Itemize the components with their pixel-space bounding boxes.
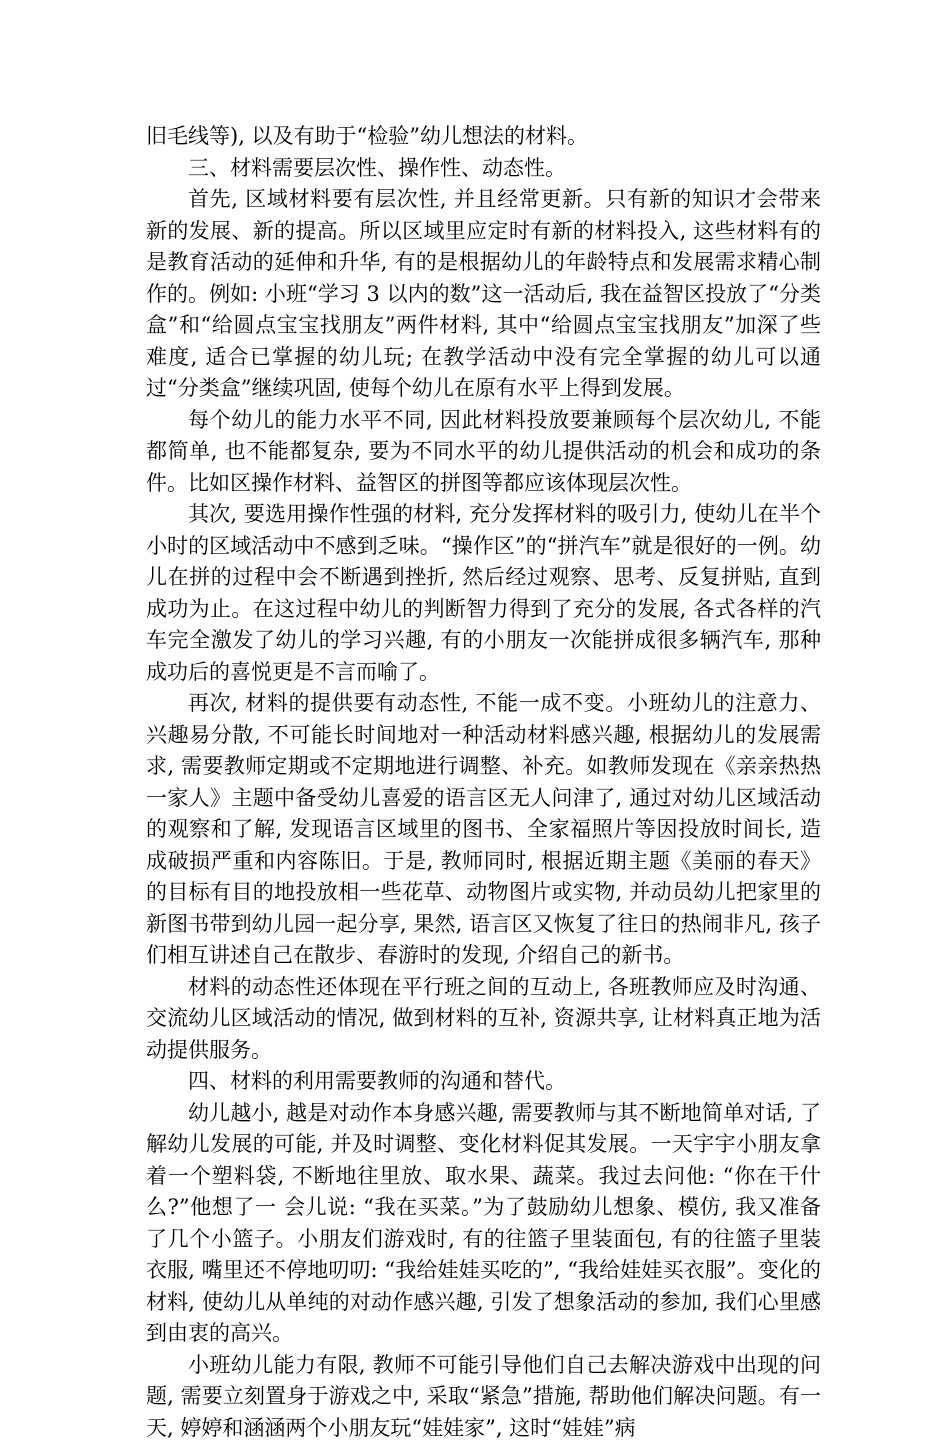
document-body [146, 121, 821, 1444]
paragraph-layered-materials: 首先, 区域材料要有层次性, 并且经常更新。只有新的知识才会带来新的发展、新的提高。所以区域里应定时有新的材料投入, 这些材料有的是教育活动的延伸和升华, 有的是根据幼儿的年龄特点和发展需求精心制作的。例如: 小班“学习 3 以内的数”这一活动后, 我在益智区投放了“分类盒”和“给圆点宝宝找朋友”两件材料, 其中“给圆点宝宝找朋友”加深了些难度, 适合已掌握的幼儿玩; 在教学活动中没有完全掌握的幼儿可以通过“分类盒”继续巩固, 使每个幼儿在原有水平上得到发展。 [146, 184, 821, 405]
section-heading-three: 三、材料需要层次性、操作性、动态性。 [146, 153, 821, 185]
section-heading-four: 四、材料的利用需要教师的沟通和替代。 [146, 1066, 821, 1098]
paragraph-dynamic-materials: 再次, 材料的提供要有动态性, 不能一成不变。小班幼儿的注意力、兴趣易分散, 不可能长时间地对一种活动材料感兴趣, 根据幼儿的发展需求, 需要教师定期或不定期地进行调整、补充。如教师发现在《亲亲热热一家人》主题中备受幼儿喜爱的语言区无人问津了, 通过对幼儿区域活动的观察和了解, 发现语言区域里的图书、全家福照片等因投放时间长, 造成破损严重和内容陈旧。于是, 教师同时, 根据近期主题《美丽的春天》的目标有目的地投放相一些花草、动物图片或实物, 并动员幼儿把家里的新图书带到幼儿园一起分享, 果然, 语言区又恢复了往日的热闹非凡, 孩子们相互讲述自己在散步、春游时的发现, 介绍自己的新书。 [146, 688, 821, 972]
paragraph-teacher-dialogue: 幼儿越小, 越是对动作本身感兴趣, 需要教师与其不断地简单对话, 了解幼儿发展的可能, 并及时调整、变化材料促其发展。一天宇宇小朋友拿着一个塑料袋, 不断地往里放、取水果、蔬菜。我过去问他: “你在干什么?”他想了一 会儿说: “我在买菜。”为了鼓励幼儿想象、模仿, 我又准备了几个小篮子。小朋友们游戏时, 有的往篮子里装面包, 有的往篮子里装衣服, 嘴里还不停地叨叨: “我给娃娃买吃的”, “我给娃娃买衣服”。变化的材料, 使幼儿从单纯的对动作感兴趣, 引发了想象活动的参加, 我们心里感到由衷的高兴。 [146, 1098, 821, 1350]
paragraph-continuation: 旧毛线等), 以及有助于“检验”幼儿想法的材料。 [146, 121, 821, 153]
paragraph-operability: 其次, 要选用操作性强的材料, 充分发挥材料的吸引力, 使幼儿在半个小时的区域活动中不感到乏味。“操作区”的“拼汽车”就是很好的一例。幼儿在拼的过程中会不断遇到挫折, 然后经过观察、思考、反复拼贴, 直到成功为止。在这过程中幼儿的判断智力得到了充分的发展, 各式各样的汽车完全激发了幼儿的学习兴趣, 有的小朋友一次能拼成很多辆汽车, 那种成功后的喜悦更是不言而喻了。 [146, 499, 821, 688]
paragraph-parallel-classes: 材料的动态性还体现在平行班之间的互动上, 各班教师应及时沟通、交流幼儿区域活动的情况, 做到材料的互补, 资源共享, 让材料真正地为活动提供服务。 [146, 972, 821, 1067]
paragraph-teacher-intervention: 小班幼儿能力有限, 教师不可能引导他们自己去解决游戏中出现的问题, 需要立刻置身于游戏之中, 采取“紧急”措施, 帮助他们解决问题。有一天, 婷婷和涵涵两个小朋友玩“娃娃家”, 这时“娃娃”病 [146, 1350, 821, 1444]
paragraph-ability-levels: 每个幼儿的能力水平不同, 因此材料投放要兼顾每个层次幼儿, 不能都简单, 也不能都复杂, 要为不同水平的幼儿提供活动的机会和成功的条件。比如区操作材料、益智区的拼图等都应该体现层次性。 [146, 405, 821, 500]
